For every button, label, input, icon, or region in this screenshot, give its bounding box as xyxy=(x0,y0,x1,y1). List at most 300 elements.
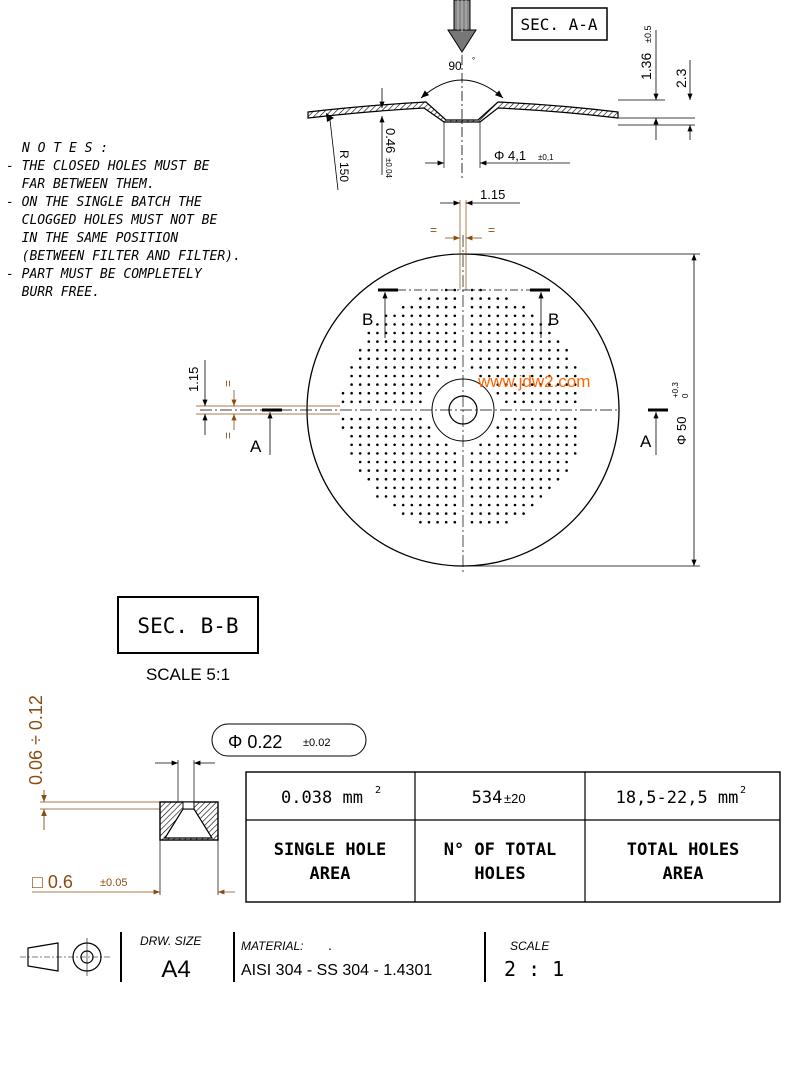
filter-hole xyxy=(376,349,379,352)
filter-hole xyxy=(505,504,508,507)
disc-profile xyxy=(308,102,618,122)
filter-hole xyxy=(350,383,353,386)
filter-hole xyxy=(385,487,388,490)
filter-hole xyxy=(428,512,431,515)
filter-hole xyxy=(385,469,388,472)
filter-hole xyxy=(548,435,551,438)
note-line: BURR FREE. xyxy=(6,285,100,300)
filter-hole xyxy=(540,461,543,464)
total-area-value: 18,5-22,5 mm xyxy=(615,788,739,808)
filter-hole xyxy=(411,495,414,498)
filter-hole xyxy=(548,418,551,421)
filter-hole xyxy=(488,306,491,309)
filter-hole xyxy=(548,401,551,404)
filter-hole xyxy=(574,444,577,447)
plan-view xyxy=(186,187,700,575)
filter-hole xyxy=(497,332,500,335)
filter-hole xyxy=(557,461,560,464)
filter-hole xyxy=(393,340,396,343)
filter-hole xyxy=(385,375,388,378)
filter-hole xyxy=(514,358,517,361)
filter-hole xyxy=(428,358,431,361)
filter-hole xyxy=(488,332,491,335)
filter-hole xyxy=(428,366,431,369)
filter-hole xyxy=(402,401,405,404)
filter-hole xyxy=(505,426,508,429)
filter-hole xyxy=(376,495,379,498)
filter-hole xyxy=(359,418,362,421)
filter-hole xyxy=(411,306,414,309)
hole-dia-label: Φ 0.22 xyxy=(228,732,283,752)
filter-hole xyxy=(402,323,405,326)
filter-hole xyxy=(393,478,396,481)
filter-hole xyxy=(385,452,388,455)
filter-hole xyxy=(471,332,474,335)
filter-hole xyxy=(471,289,474,292)
section-a-marker-right: A xyxy=(640,432,652,451)
filter-hole xyxy=(428,340,431,343)
filter-hole xyxy=(471,297,474,300)
filter-hole xyxy=(505,340,508,343)
equal-mark-v: = xyxy=(221,380,235,388)
filter-hole xyxy=(454,512,457,515)
filter-hole xyxy=(488,495,491,498)
filter-hole xyxy=(428,315,431,318)
filter-hole xyxy=(428,495,431,498)
filter-hole xyxy=(419,469,422,472)
filter-hole xyxy=(419,461,422,464)
filter-hole xyxy=(514,452,517,455)
filter-hole xyxy=(548,452,551,455)
filter-hole xyxy=(471,469,474,472)
dim-046-label: 0.46 xyxy=(383,128,398,154)
filter-hole xyxy=(411,435,414,438)
filter-hole xyxy=(402,495,405,498)
filter-hole xyxy=(428,452,431,455)
filter-hole xyxy=(522,426,525,429)
filter-hole xyxy=(350,452,353,455)
filter-hole xyxy=(505,349,508,352)
filter-hole xyxy=(531,452,534,455)
filter-hole xyxy=(497,495,500,498)
filter-hole xyxy=(497,340,500,343)
filter-hole xyxy=(497,469,500,472)
filter-hole xyxy=(505,358,508,361)
filter-hole xyxy=(411,349,414,352)
filter-hole xyxy=(505,461,508,464)
filter-hole xyxy=(436,306,439,309)
filter-hole xyxy=(531,358,534,361)
filter-hole xyxy=(522,349,525,352)
filter-hole xyxy=(548,426,551,429)
filter-hole xyxy=(488,358,491,361)
filter-hole xyxy=(436,469,439,472)
filter-hole xyxy=(411,426,414,429)
filter-hole xyxy=(411,340,414,343)
filter-hole xyxy=(531,315,534,318)
single-hole-area-unit-sup: 2 xyxy=(375,785,382,796)
filter-hole xyxy=(479,340,482,343)
filter-hole xyxy=(479,323,482,326)
filter-hole xyxy=(454,297,457,300)
filter-hole xyxy=(445,349,448,352)
filter-hole xyxy=(522,452,525,455)
dim-046-tol: ±0.04 xyxy=(384,158,393,178)
square-tol: ±0.05 xyxy=(100,877,128,889)
filter-hole xyxy=(385,444,388,447)
filter-hole xyxy=(548,340,551,343)
filter-hole xyxy=(402,461,405,464)
filter-hole xyxy=(505,435,508,438)
filter-hole xyxy=(436,297,439,300)
filter-hole xyxy=(445,469,448,472)
filter-hole xyxy=(565,461,568,464)
filter-hole xyxy=(350,418,353,421)
filter-hole xyxy=(471,478,474,481)
filter-hole xyxy=(393,375,396,378)
filter-hole xyxy=(497,504,500,507)
angle-label: 90 xyxy=(448,59,462,73)
note-line: (BETWEEN FILTER AND FILTER). xyxy=(6,249,241,264)
filter-hole xyxy=(402,358,405,361)
filter-hole xyxy=(488,349,491,352)
filter-hole xyxy=(385,418,388,421)
filter-hole xyxy=(479,495,482,498)
filter-hole xyxy=(368,401,371,404)
filter-hole xyxy=(488,452,491,455)
filter-hole xyxy=(411,487,414,490)
filter-hole xyxy=(471,315,474,318)
filter-hole xyxy=(548,478,551,481)
filter-hole xyxy=(531,340,534,343)
filter-hole xyxy=(393,401,396,404)
filter-hole xyxy=(428,461,431,464)
filter-hole xyxy=(419,366,422,369)
filter-hole xyxy=(436,358,439,361)
filter-hole xyxy=(376,487,379,490)
filter-hole xyxy=(436,444,439,447)
filter-hole xyxy=(479,444,482,447)
section-aa-title: SEC. A-A xyxy=(520,15,598,34)
material-dot: . xyxy=(328,937,332,953)
filter-hole xyxy=(359,358,362,361)
filter-hole xyxy=(402,375,405,378)
filter-hole xyxy=(522,512,525,515)
filter-hole xyxy=(436,375,439,378)
filter-hole xyxy=(376,392,379,395)
filter-hole xyxy=(419,375,422,378)
filter-hole xyxy=(393,444,396,447)
filter-hole xyxy=(471,452,474,455)
filter-hole xyxy=(531,478,534,481)
filter-hole xyxy=(428,375,431,378)
filter-hole xyxy=(505,306,508,309)
filter-hole xyxy=(359,452,362,455)
filter-hole xyxy=(471,521,474,524)
phi-41-tol: ±0,1 xyxy=(538,153,554,162)
filter-hole xyxy=(419,383,422,386)
filter-hole xyxy=(376,332,379,335)
filter-hole xyxy=(368,392,371,395)
filter-hole xyxy=(454,323,457,326)
filter-hole xyxy=(350,401,353,404)
title-block xyxy=(20,932,564,983)
filter-hole xyxy=(359,375,362,378)
filter-hole xyxy=(488,469,491,472)
filter-hole xyxy=(402,383,405,386)
filter-hole xyxy=(402,392,405,395)
dim-left-label: 1.15 xyxy=(186,366,201,392)
filter-hole xyxy=(471,358,474,361)
filter-hole xyxy=(368,349,371,352)
total-holes-value: 534 xyxy=(471,788,503,808)
filter-hole xyxy=(565,469,568,472)
filter-hole xyxy=(411,392,414,395)
filter-hole xyxy=(445,461,448,464)
filter-hole xyxy=(454,366,457,369)
filter-hole xyxy=(488,323,491,326)
filter-hole xyxy=(497,306,500,309)
filter-hole xyxy=(359,366,362,369)
filter-hole xyxy=(428,504,431,507)
section-aa xyxy=(308,0,695,190)
filter-hole xyxy=(471,323,474,326)
filter-hole xyxy=(436,495,439,498)
filter-hole xyxy=(471,349,474,352)
filter-hole xyxy=(514,332,517,335)
filter-hole xyxy=(565,444,568,447)
filter-hole xyxy=(548,366,551,369)
filter-hole xyxy=(436,504,439,507)
filter-hole xyxy=(497,297,500,300)
filter-hole xyxy=(428,521,431,524)
filter-hole xyxy=(557,426,560,429)
filter-hole xyxy=(514,306,517,309)
filter-hole xyxy=(411,375,414,378)
filter-hole xyxy=(385,340,388,343)
filter-hole xyxy=(376,452,379,455)
note-line: - ON THE SINGLE BATCH THE xyxy=(6,195,202,210)
filter-hole xyxy=(540,392,543,395)
filter-hole xyxy=(393,504,396,507)
note-line: - PART MUST BE COMPLETELY xyxy=(6,267,202,282)
filter-hole xyxy=(368,435,371,438)
filter-hole xyxy=(376,358,379,361)
filter-hole xyxy=(393,495,396,498)
filter-hole xyxy=(454,358,457,361)
filter-hole xyxy=(419,349,422,352)
filter-hole xyxy=(540,358,543,361)
filter-hole xyxy=(428,444,431,447)
filter-hole xyxy=(402,340,405,343)
material-value: AISI 304 - SS 304 - 1.4301 xyxy=(241,962,433,979)
filter-hole xyxy=(522,366,525,369)
filter-hole xyxy=(540,418,543,421)
header-total-holes-area: AREA xyxy=(662,864,704,884)
filter-hole xyxy=(574,392,577,395)
filter-hole xyxy=(497,512,500,515)
filter-hole xyxy=(376,461,379,464)
filter-hole xyxy=(531,461,534,464)
filter-hole xyxy=(445,332,448,335)
filter-hole xyxy=(471,461,474,464)
filter-hole xyxy=(479,461,482,464)
filter-hole xyxy=(445,512,448,515)
filter-hole xyxy=(565,358,568,361)
filter-hole xyxy=(548,358,551,361)
filter-hole xyxy=(565,366,568,369)
filter-hole xyxy=(557,349,560,352)
dim-23-label: 2.3 xyxy=(673,68,689,88)
filter-hole xyxy=(531,495,534,498)
filter-hole xyxy=(522,504,525,507)
filter-hole xyxy=(359,461,362,464)
header-single-hole-area: AREA xyxy=(309,864,351,884)
radius-label: R 150 xyxy=(337,150,351,183)
filter-hole xyxy=(565,349,568,352)
filter-hole xyxy=(514,478,517,481)
filter-hole xyxy=(471,487,474,490)
filter-hole xyxy=(350,366,353,369)
filter-hole xyxy=(505,315,508,318)
filter-hole xyxy=(454,461,457,464)
filter-hole xyxy=(359,392,362,395)
filter-hole xyxy=(531,469,534,472)
filter-hole xyxy=(497,315,500,318)
filter-hole xyxy=(376,469,379,472)
section-bb-scale: SCALE 5:1 xyxy=(145,665,231,684)
filter-hole xyxy=(514,444,517,447)
filter-hole xyxy=(436,315,439,318)
filter-hole xyxy=(393,461,396,464)
filter-hole xyxy=(557,444,560,447)
filter-hole xyxy=(514,469,517,472)
filter-hole xyxy=(342,418,345,421)
hole-section xyxy=(160,802,218,840)
filter-hole xyxy=(376,401,379,404)
filter-hole xyxy=(479,366,482,369)
filter-hole xyxy=(505,332,508,335)
filter-hole xyxy=(454,315,457,318)
filter-hole xyxy=(368,332,371,335)
filter-hole xyxy=(428,426,431,429)
dim-136-label: 1.36 xyxy=(638,52,654,80)
filter-hole xyxy=(531,435,534,438)
filter-hole xyxy=(368,418,371,421)
filter-hole xyxy=(402,332,405,335)
section-bb-title: SEC. B-B xyxy=(137,614,239,638)
filter-hole xyxy=(557,452,560,455)
filter-hole xyxy=(436,521,439,524)
filter-hole xyxy=(436,452,439,455)
filter-hole xyxy=(376,435,379,438)
total-holes-tol: ±20 xyxy=(504,791,526,806)
filter-hole xyxy=(402,366,405,369)
filter-hole xyxy=(411,383,414,386)
equal-mark-v: = xyxy=(221,432,235,440)
filter-hole xyxy=(411,452,414,455)
filter-hole xyxy=(514,426,517,429)
filter-hole xyxy=(514,495,517,498)
filter-hole xyxy=(359,349,362,352)
filter-hole xyxy=(376,323,379,326)
filter-hole xyxy=(393,435,396,438)
filter-hole xyxy=(488,512,491,515)
filter-hole xyxy=(488,366,491,369)
filter-hole xyxy=(522,461,525,464)
filter-hole xyxy=(454,487,457,490)
scale-label: SCALE xyxy=(510,939,550,953)
filter-hole xyxy=(514,487,517,490)
filter-hole xyxy=(350,426,353,429)
filter-hole xyxy=(393,323,396,326)
filter-hole xyxy=(419,504,422,507)
filter-hole xyxy=(522,478,525,481)
filter-hole xyxy=(540,444,543,447)
filter-hole xyxy=(454,495,457,498)
filter-hole xyxy=(531,418,534,421)
filter-hole xyxy=(436,478,439,481)
filter-hole xyxy=(454,504,457,507)
filter-hole xyxy=(445,315,448,318)
filter-hole xyxy=(531,392,534,395)
filter-hole xyxy=(488,478,491,481)
filter-hole xyxy=(574,452,577,455)
filter-hole xyxy=(479,469,482,472)
filter-hole xyxy=(385,478,388,481)
filter-hole xyxy=(471,495,474,498)
filter-hole xyxy=(548,349,551,352)
filter-hole xyxy=(411,315,414,318)
filter-hole xyxy=(376,383,379,386)
filter-hole xyxy=(411,401,414,404)
filter-hole xyxy=(419,401,422,404)
filter-hole xyxy=(393,366,396,369)
filter-hole xyxy=(419,512,422,515)
filter-hole xyxy=(385,392,388,395)
filter-hole xyxy=(565,392,568,395)
filter-hole xyxy=(402,306,405,309)
filter-hole xyxy=(557,340,560,343)
filter-hole xyxy=(565,435,568,438)
filter-hole xyxy=(368,340,371,343)
filter-hole xyxy=(522,495,525,498)
filter-hole xyxy=(488,315,491,318)
filter-hole xyxy=(436,349,439,352)
filter-hole xyxy=(368,478,371,481)
filter-hole xyxy=(376,418,379,421)
watermark: www.jdw2.com xyxy=(478,372,591,391)
filter-hole xyxy=(540,452,543,455)
filter-hole xyxy=(350,444,353,447)
filter-hole xyxy=(557,401,560,404)
filter-hole xyxy=(505,323,508,326)
filter-hole xyxy=(445,340,448,343)
filter-hole xyxy=(548,392,551,395)
filter-hole xyxy=(514,340,517,343)
filter-hole xyxy=(471,512,474,515)
filter-hole xyxy=(514,435,517,438)
filter-hole xyxy=(411,366,414,369)
filter-hole xyxy=(505,478,508,481)
filter-hole xyxy=(385,401,388,404)
filter-hole xyxy=(411,358,414,361)
filter-hole xyxy=(402,435,405,438)
filter-hole xyxy=(428,487,431,490)
filter-hole xyxy=(428,383,431,386)
filter-hole xyxy=(565,401,568,404)
filter-hole xyxy=(402,487,405,490)
